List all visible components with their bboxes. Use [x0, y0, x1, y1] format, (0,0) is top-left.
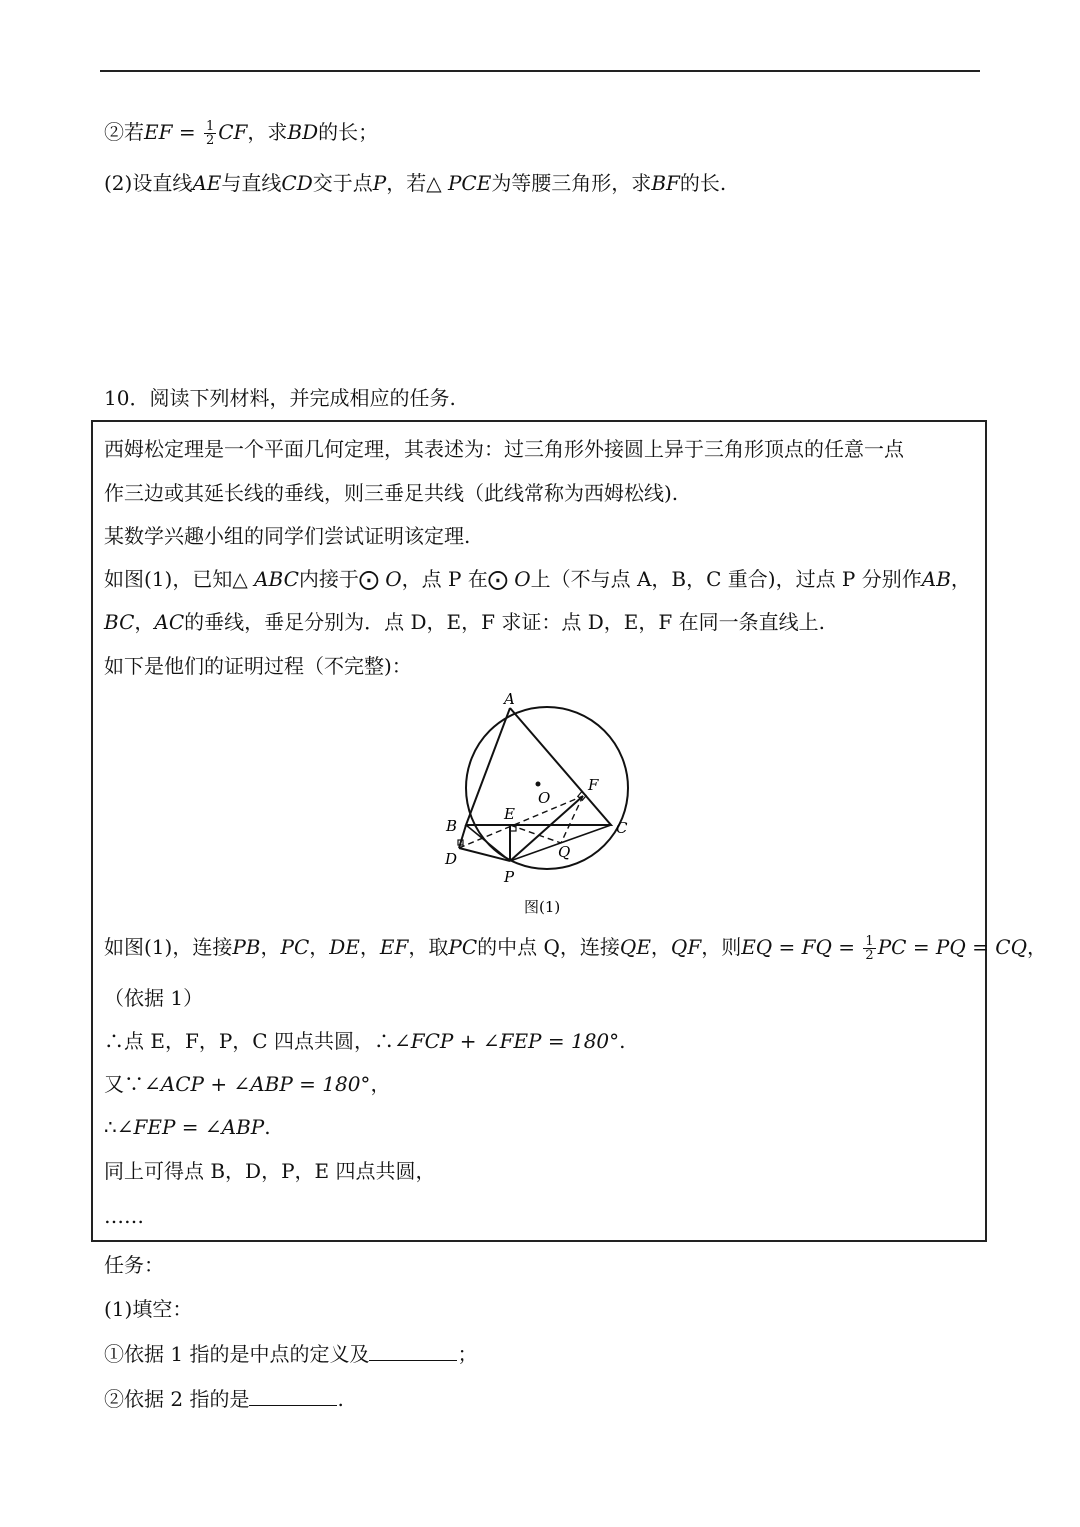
triangle-abc — [466, 708, 611, 825]
task-1-1: ①依据 1 指的是中点的定义及 ； — [104, 1338, 477, 1368]
figure-caption: 图(1) — [524, 898, 561, 916]
fraction-one-half: $\frac{1}{2}$ — [205, 119, 215, 148]
proof-line-5: ∴∠FEP = ∠ABP. — [104, 1115, 271, 1139]
center-point — [536, 782, 541, 787]
task-1: (1)填空： — [104, 1297, 193, 1321]
answer-blank-1[interactable] — [369, 1338, 457, 1361]
question-10-title: 10．阅读下列材料，并完成相应的任务. — [104, 386, 456, 410]
tasks-title: 任务： — [104, 1253, 164, 1277]
material-line-3: 某数学兴趣小组的同学们尝试证明该定理. — [104, 524, 471, 548]
proof-line-7: …… — [104, 1204, 144, 1228]
simson-line — [459, 796, 583, 848]
material-line-5: BC，AC的垂线，垂足分别为．点 D，E，F 求证：点 D，E，F 在同一条直线上. — [104, 610, 825, 634]
simson-figure — [436, 688, 646, 918]
proof-line-2: （依据 1） — [104, 986, 204, 1010]
header-rule — [100, 70, 980, 72]
label-d: D — [445, 850, 458, 868]
label-a: A — [504, 690, 515, 708]
label-c: C — [616, 819, 628, 837]
label-o: O — [538, 789, 551, 807]
proof-line-3: ∴点 E，F，P，C 四点共圆，∴∠FCP + ∠FEP = 180°. — [104, 1029, 626, 1053]
task-1-2: ②依据 2 指的是 . — [104, 1383, 344, 1413]
material-line-4: 如图(1)，已知△ ABC内接于⨀ O，点 P 在⨀ O上（不与点 A，B，C 重合)，过点 P 分别作AB， — [104, 567, 971, 591]
label-b: B — [446, 817, 458, 835]
label-p: P — [504, 868, 515, 886]
answer-blank-2[interactable] — [249, 1383, 337, 1406]
label-f: F — [588, 776, 599, 794]
proof-line-6: 同上可得点 B，D，P，E 四点共圆， — [104, 1159, 436, 1183]
label-e: E — [504, 805, 515, 823]
label-q: Q — [558, 843, 571, 861]
fraction-one-half-proof: $\frac{1}{2}$ — [865, 934, 874, 963]
question-9-item-2: ②若EF = $\frac{1}{2}$ CF，求BD的长； — [104, 119, 379, 148]
question-9-part-2: (2)设直线AE与直线CD交于点P，若△ PCE为等腰三角形，求BF的长. — [104, 171, 727, 195]
proof-line-1: 如图(1)，连接PB，PC，DE，EF，取PC的中点 Q，连接QE，QF，则EQ = FQ = $\frac{1}{2}$ PC = PQ = CQ， — [104, 934, 1047, 963]
segment-eq — [510, 825, 561, 843]
material-line-2: 作三边或其延长线的垂线，则三垂足共线（此线常称为西姆松线). — [104, 481, 679, 505]
proof-line-4: 又∵∠ACP + ∠ABP = 180°， — [104, 1072, 391, 1096]
material-line-6: 如下是他们的证明过程（不完整)： — [104, 654, 412, 678]
material-line-1: 西姆松定理是一个平面几何定理，其表述为：过三角形外接圆上异于三角形顶点的任意一点 — [104, 437, 904, 461]
